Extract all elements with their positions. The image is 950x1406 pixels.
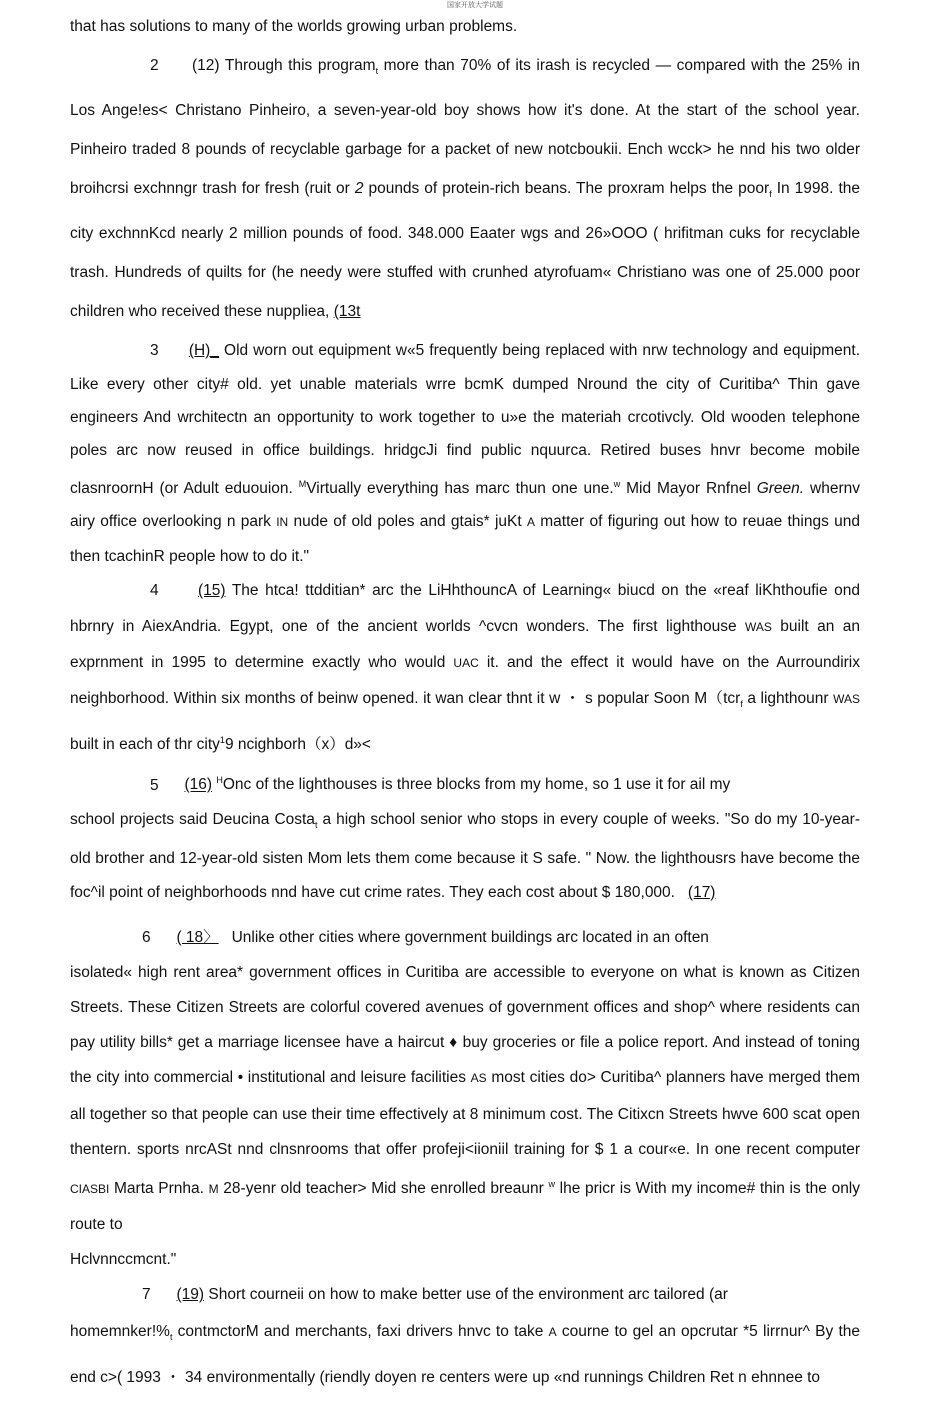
paragraph-text: matter of figuring out how to reuae things und then tcachinR people how to do it.": [70, 513, 860, 565]
paragraph-text: 9 ncighborh（x）d»<: [224, 736, 371, 754]
blank-marker: (15): [197, 582, 226, 600]
paragraph-text: Mid Mayor Rnfnel: [620, 479, 757, 497]
small-text: A: [548, 1325, 557, 1340]
superscript: H: [216, 775, 223, 786]
blank-marker: (17): [687, 883, 716, 901]
small-text: WAS: [745, 620, 772, 635]
paragraph-continuation: [70, 17, 860, 37]
page-header: 国家开放大学试题: [447, 1, 503, 9]
paragraph-text: lhe pricr is With my income# thin is the only route to: [70, 1180, 861, 1234]
blank-marker: (19): [176, 1286, 205, 1304]
paragraph-text: that has solutions to many of the worlds growing urban problems.: [70, 18, 518, 35]
superscript: w: [613, 478, 621, 489]
document-body: [70, 17, 860, 1398]
paragraph-text: contmctorM and merchants, faxi drivers hnvc to take: [172, 1323, 549, 1341]
subscript: t: [375, 66, 379, 77]
paragraph-3: [70, 334, 860, 573]
superscript: w: [548, 1178, 555, 1189]
subscript: t: [169, 1332, 173, 1343]
paragraph-text: it. and the effect it would have on the Aurroundirix neighborhood. Within six months of beinw opened. it wan clear thnt it w ・ s popular Soon M（tcr: [70, 654, 860, 708]
paragraph-number: 7: [142, 1286, 151, 1304]
paragraph-text: Marta Prnha.: [109, 1180, 209, 1198]
italic-text: 2: [354, 180, 364, 198]
paragraph-text: The htca! ttdditian* arc the LiHhthouncA of Learning« biucd on the «reaf liKhthoufie ond hbrnry in AiexAndria. Egypt, one of the ancient worlds ^cvcn wonders. The first lighthouse: [70, 582, 860, 636]
paragraph-7-first-line: [70, 1277, 860, 1312]
paragraph-text: most cities do> Curitiba^ planners have merged them all together so that people can use their time effectively at 8 minimum cost. The Citixcn Streets hwve 600 scat open thentern. sports nrcASt nnd clnsnrooms that offer profeji<iioniil training for $ 1 a cour«e. In one recent computer: [70, 1069, 860, 1158]
subscript: f: [740, 699, 743, 710]
blank-marker: (13t: [333, 303, 361, 321]
paragraph-text: 28-yenr old teacher> Mid she enrolled breaunr: [218, 1180, 549, 1198]
paragraph-text: Through this program: [224, 57, 376, 74]
blank-marker: ( 18〉: [176, 928, 219, 946]
blank-marker: (12): [192, 57, 220, 74]
paragraph-2: [70, 46, 860, 331]
small-text: UAC: [453, 656, 479, 671]
paragraph-text: nude of old poles and gtais* juKt: [288, 513, 527, 531]
paragraph-text: courne to gel an opcrutar *5 lirrnur^ By the end c>( 1993 ・ 34 environmentally (riendly doyen re centers were up «nd runnings Children Ret n ehnnee to: [70, 1323, 860, 1386]
paragraph-text: Old worn out equipment w«5 frequently being replaced with nrw technology and equipment. Like every other city# old. yet unable materials wrre bcmK dumped Nround the city of Curitiba^ Thin gave engineers And wrchitectn an opportunity to work together to u»e the materiah crcotivcly. Old wooden telephone poles arc now reused in office buildings. hridgcJi find public nquurca. Retired buses hnvr become mobile clasnroornH (or Adult eduouion.: [70, 342, 861, 497]
subscript: f: [769, 189, 772, 200]
paragraph-number: 2: [150, 57, 159, 74]
paragraph-text: homemnker!%: [70, 1323, 170, 1341]
paragraph-7: [70, 1312, 860, 1397]
italic-text: Green.: [756, 479, 805, 497]
paragraph-text: a lighthounr: [742, 690, 834, 708]
paragraph-number: 6: [142, 928, 151, 946]
small-text: IN: [276, 515, 289, 530]
paragraph-6-last-line: [70, 1242, 860, 1277]
small-text: AS: [470, 1071, 487, 1086]
paragraph-text: school projects said Deucina Costa: [70, 810, 315, 828]
paragraph-5: [70, 803, 860, 910]
superscript: 1: [219, 735, 225, 746]
paragraph-text: more than 70% of its irash is recycled — compared with the 25% in Los Ange!es< Christano Pinheiro, a seven-year-old boy shows how it's done. At the start of the school year. Pinheiro traded 8 pounds of recyclable garbage for a packet of new notcboukii. Ench wcck> he nnd his two older broihcrsi exchnngr trash for fresh (ruit or: [70, 57, 860, 198]
blank-marker: (H)_: [188, 342, 219, 360]
paragraph-text: isolated« high rent area* government offices in Curitiba are accessible to everyone on what is known as Citizen Streets. These Citizen Streets are colorful covered avenues of government offices and shop^ where residents can pay utility bills* get a marriage licensee have a haircut ♦ buy groceries or file a police report. And instead of toning the city into commercial • institutional and leisure facilities: [70, 963, 860, 1087]
paragraph-text: Onc of the lighthouses is three blocks from my home, so 1 use it for ail my: [222, 776, 731, 794]
superscript: M: [298, 478, 307, 489]
paragraph-text: Virtually everything has marc thun one une.: [306, 479, 614, 497]
paragraph-6-first-line: [70, 920, 860, 955]
paragraph-text: Short courneii on how to make better use of the environment arc tailored (ar: [208, 1286, 728, 1304]
paragraph-number: 3: [150, 342, 159, 360]
small-text: CIASBI: [70, 1182, 110, 1197]
paragraph-number: 5: [150, 776, 159, 794]
paragraph-text: built in each of thr city: [70, 736, 220, 754]
paragraph-text: pounds of protein-rich beans. The proxram helps the poor: [363, 180, 770, 198]
paragraph-text: Hclvnnccmcnt.": [70, 1251, 177, 1269]
small-text: WAS: [833, 692, 860, 707]
paragraph-text: built an an exprnment in 1995 to determine exactly who would: [70, 618, 860, 672]
small-text: A: [526, 515, 535, 530]
paragraph-4: [70, 573, 860, 763]
subscript: t: [314, 819, 318, 830]
paragraph-text: In 1998. the city exchnnKcd nearly 2 million pounds of food. 348.000 Eaater wgs and 26»OOO ( hrifitman cuks for recyclable trash. Hundreds of quilts for (he needy were stuffed with crunhed atyrofuam« Christiano was one of 25.000 poor children who received these nuppliea,: [70, 180, 860, 321]
blank-marker: (16): [184, 776, 213, 794]
paragraph-5-first-line: [70, 763, 860, 802]
small-text: M: [208, 1182, 219, 1197]
paragraph-text: a high school senior who stops in every couple of weeks. "So do my 10-year-old brother and 12-year-old sisten Mom lets them come because it S safe. " Now. the lighthousrs have become the foc^il point of neighborhoods nnd have cut crime rates. They each cost about $ 180,000.: [70, 810, 860, 901]
paragraph-6: [70, 955, 860, 1243]
paragraph-text: Unlike other cities where government buildings arc located in an often: [231, 928, 709, 946]
paragraph-number: 4: [150, 582, 159, 600]
paragraph-text: whernv airy office overlooking n park: [70, 479, 860, 531]
